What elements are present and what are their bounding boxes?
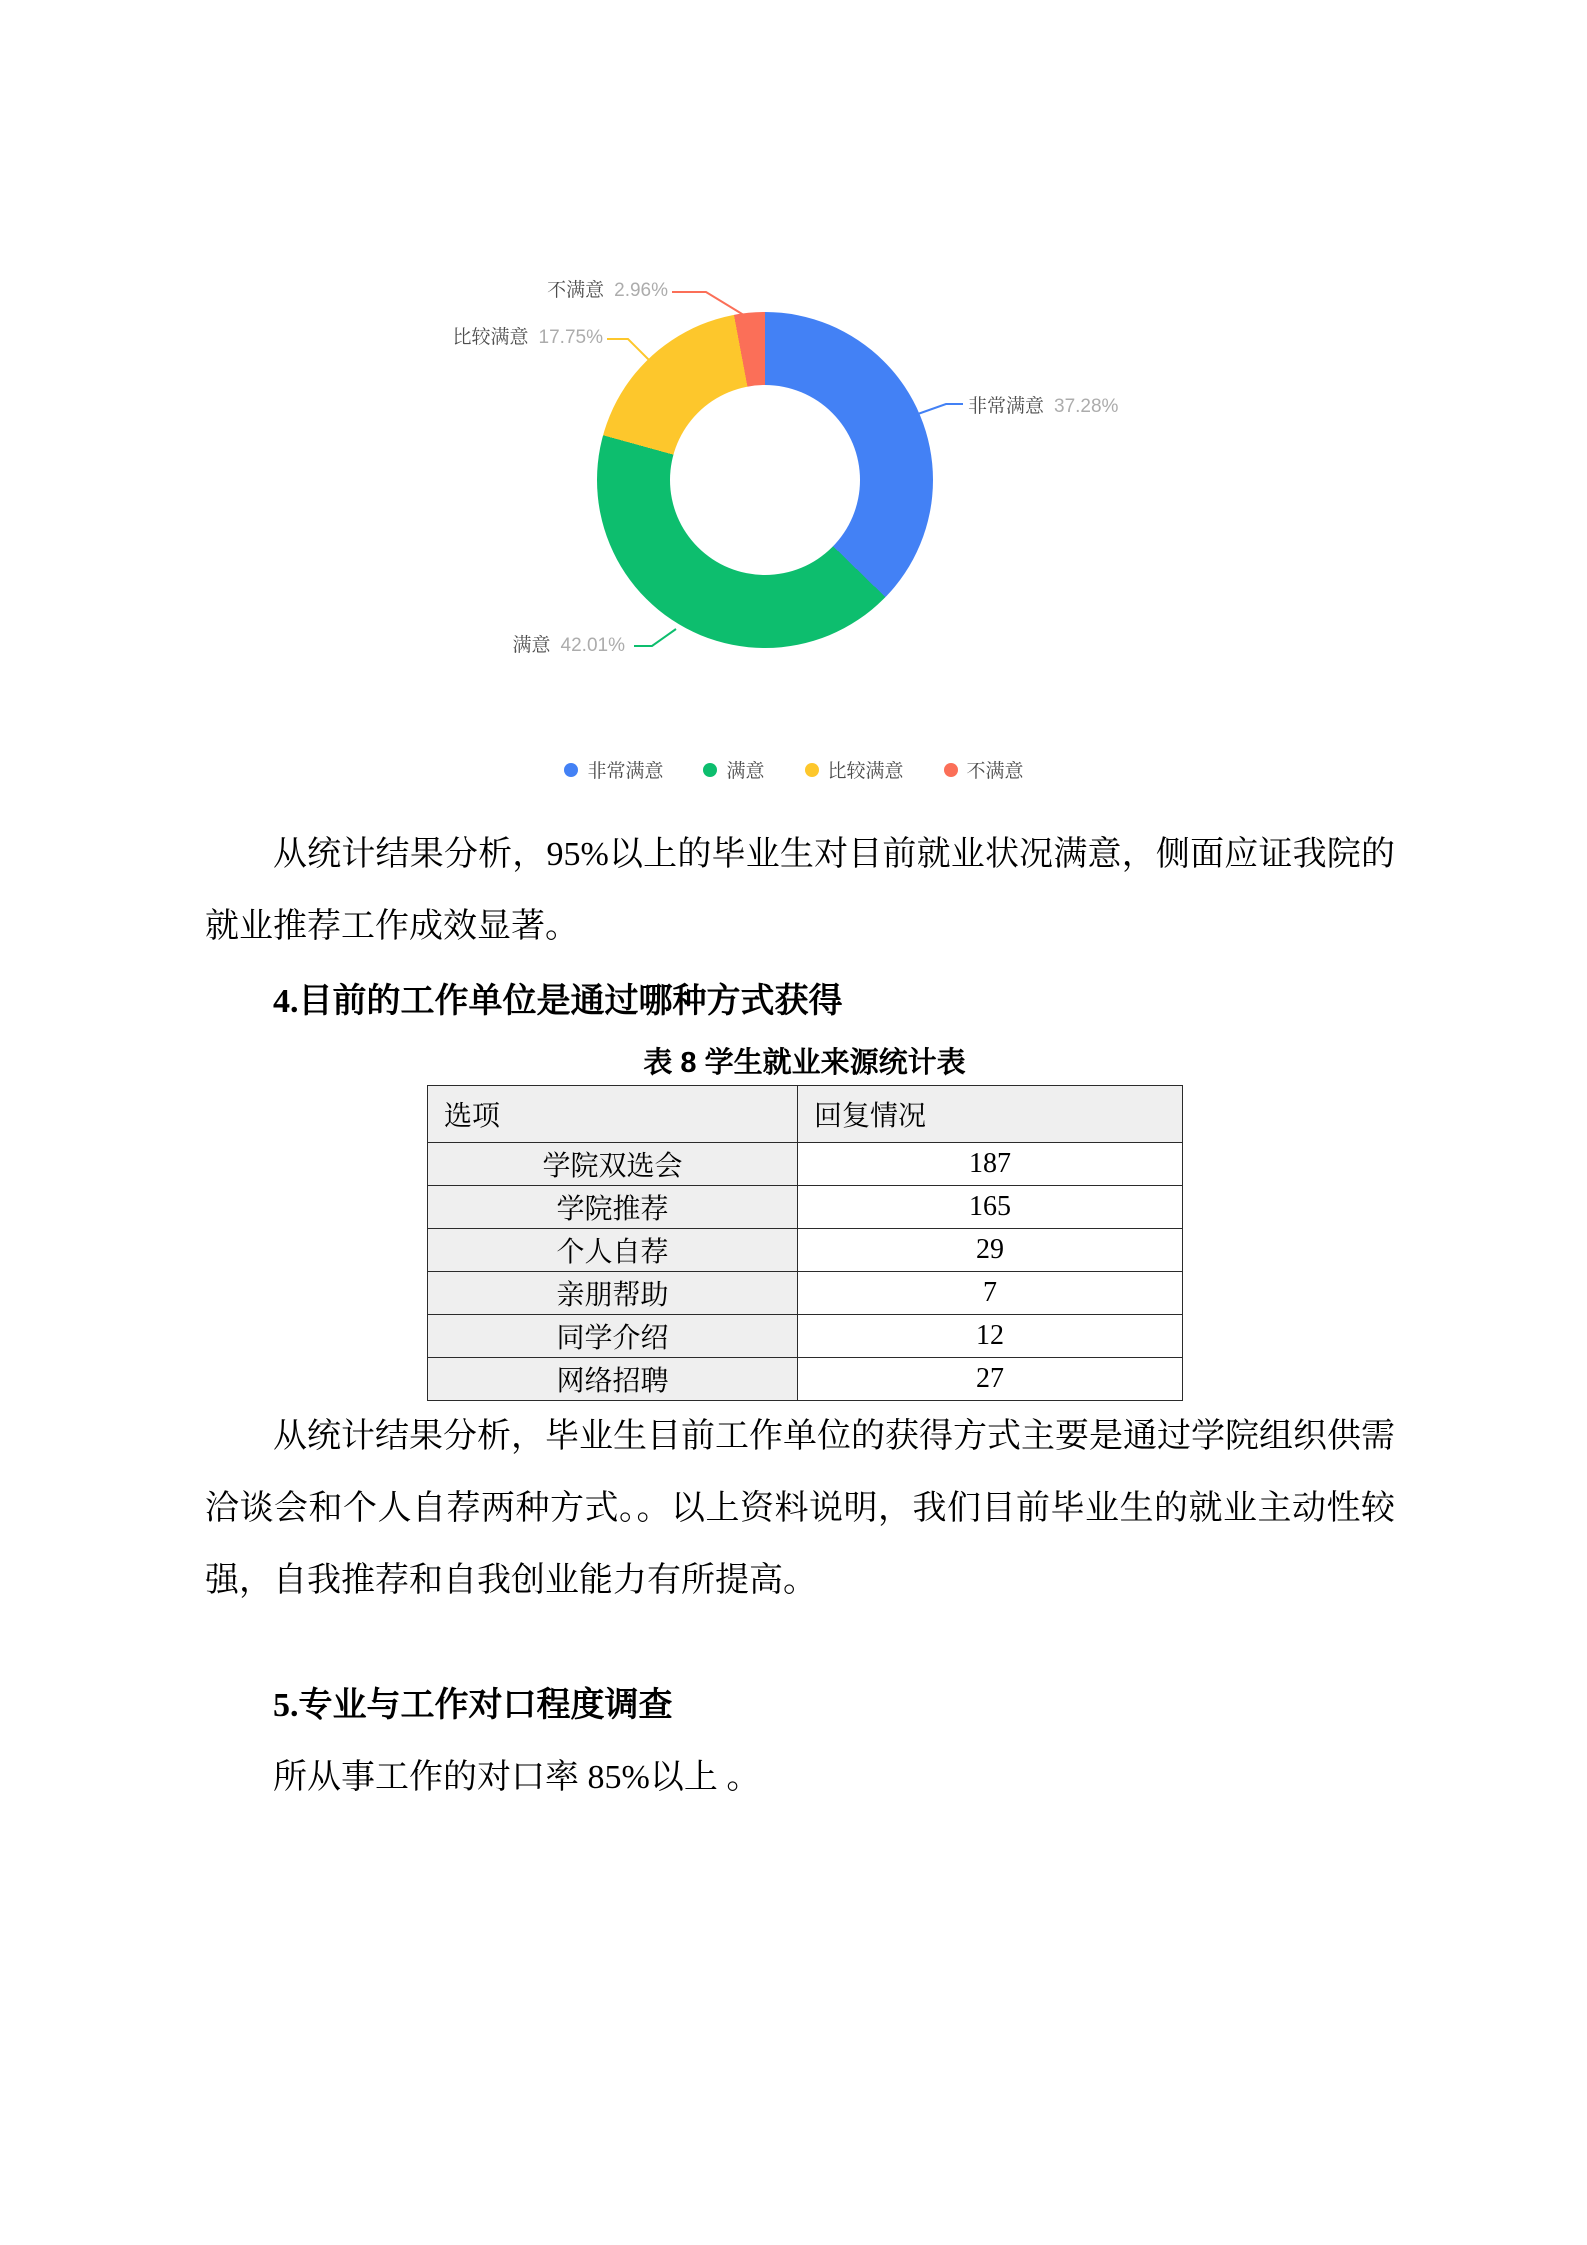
table-header-cell-option: 选项	[428, 1086, 798, 1143]
table-cell-count: 7	[798, 1272, 1183, 1315]
legend-item	[703, 756, 764, 783]
legend-label: 不满意	[966, 761, 1024, 782]
table-cell-option: 学院双选会	[428, 1143, 798, 1186]
callout-value: 42.01%	[560, 635, 625, 656]
callout-connector-lines	[0, 0, 1587, 819]
section-heading-5: 5.专业与工作对口程度调查	[273, 1687, 673, 1724]
table-cell-count: 12	[798, 1315, 1183, 1358]
callout-unsatisfied	[547, 278, 668, 304]
legend-label: 非常满意	[587, 761, 664, 782]
table-cell-option: 网络招聘	[428, 1358, 798, 1401]
table-cell-count: 165	[798, 1186, 1183, 1229]
chart-legend	[24, 756, 1564, 783]
legend-dot-icon	[703, 763, 717, 777]
table-row	[428, 1358, 1183, 1401]
table-cell-count: 27	[798, 1358, 1183, 1401]
table-header-cell-count: 回复情况	[798, 1086, 1183, 1143]
legend-dot-icon	[805, 763, 819, 777]
section-heading-4: 4.目前的工作单位是通过哪种方式获得	[273, 983, 843, 1020]
callout-label: 非常满意	[968, 396, 1045, 417]
legend-dot-icon	[564, 763, 578, 777]
callout-value: 17.75%	[538, 327, 603, 348]
connector-line-unsatisfied	[672, 292, 747, 317]
table-cell-option: 同学介绍	[428, 1315, 798, 1358]
connector-line-very-satisfied	[915, 404, 963, 415]
table-cell-count: 187	[798, 1143, 1183, 1186]
table-cell-option: 亲朋帮助	[428, 1272, 798, 1315]
callout-label: 比较满意	[452, 327, 529, 348]
table-row	[428, 1143, 1183, 1186]
callout-label: 不满意	[547, 280, 605, 301]
table-cell-option: 个人自荐	[428, 1229, 798, 1272]
table-header-row	[428, 1086, 1183, 1143]
table-title: 表 8 学生就业来源统计表	[643, 1047, 966, 1079]
paragraph: 所从事工作的对口率 85%以上 。	[273, 1759, 761, 1796]
legend-label: 比较满意	[827, 761, 904, 782]
table-row	[428, 1186, 1183, 1229]
connector-line-satisfied	[634, 629, 676, 646]
legend-label: 满意	[726, 761, 765, 782]
paragraph: 从统计结果分析，毕业生目前工作单位的获得方式主要是通过学院组织供需洽谈会和个人自荐两种方式。。以上资料说明，我们目前毕业生的就业主动性较强，自我推荐和自我创业能力有所提高。	[205, 1418, 1395, 1599]
callout-value: 2.96%	[614, 280, 668, 301]
survey-table	[427, 1085, 1183, 1401]
legend-item	[944, 756, 1024, 783]
table-cell-count: 29	[798, 1229, 1183, 1272]
callout-value: 37.28%	[1054, 396, 1119, 417]
satisfaction-donut-chart-area	[0, 0, 1587, 819]
legend-item	[805, 756, 904, 783]
table-row	[428, 1229, 1183, 1272]
callout-very-satisfied	[968, 394, 1118, 420]
table-row	[428, 1272, 1183, 1315]
table-row	[428, 1315, 1183, 1358]
table-cell-option: 学院推荐	[428, 1186, 798, 1229]
legend-dot-icon	[944, 763, 958, 777]
paragraph: 从统计结果分析，95%以上的毕业生对目前就业状况满意，侧面应证我院的就业推荐工作成效显著。	[205, 836, 1395, 945]
document-body	[205, 819, 1395, 1814]
callout-fairly-satisfied	[453, 325, 603, 351]
connector-line-fairly-satisfied	[607, 339, 649, 360]
legend-item	[564, 756, 663, 783]
callout-satisfied	[513, 633, 625, 659]
callout-label: 满意	[512, 635, 551, 656]
